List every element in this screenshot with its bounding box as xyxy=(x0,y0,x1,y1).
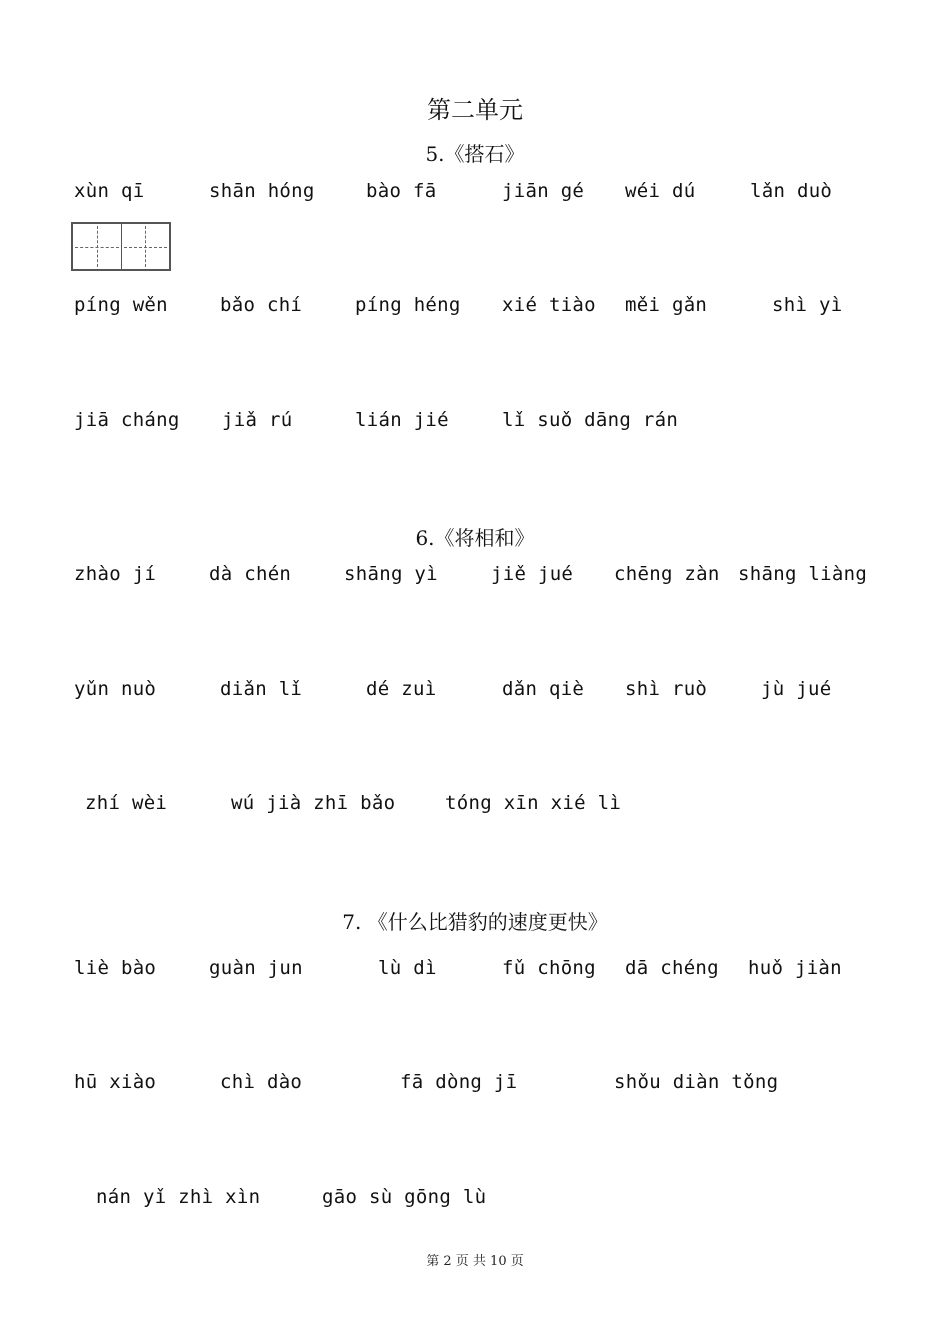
pinyin-word: lǐ suǒ dāng rán xyxy=(502,409,679,431)
pinyin-word: dā chéng xyxy=(625,957,719,979)
pinyin-word: wú jià zhī bǎo xyxy=(231,792,396,814)
pinyin-word: huǒ jiàn xyxy=(748,957,842,979)
pinyin-word: diǎn lǐ xyxy=(220,678,303,700)
pinyin-word: jiǎ rú xyxy=(222,409,293,431)
pinyin-word: jù jué xyxy=(761,678,832,700)
lesson-title: 6.《将相和》 xyxy=(415,526,535,550)
pinyin-word: fǔ chōng xyxy=(502,957,596,979)
pinyin-word: liè bào xyxy=(74,957,157,979)
writing-grid-cell[interactable] xyxy=(122,224,170,269)
lesson-title: 5.《搭石》 xyxy=(425,142,525,166)
pinyin-word: lǎn duò xyxy=(750,180,833,202)
pinyin-word: wéi dú xyxy=(625,180,696,202)
page-footer: 第 2 页 共 10 页 xyxy=(426,1254,524,1269)
pinyin-word: gāo sù gōng lù xyxy=(322,1186,487,1208)
pinyin-word: xié tiào xyxy=(502,294,596,316)
pinyin-word: dǎn qiè xyxy=(502,678,585,700)
pinyin-word: guàn jun xyxy=(209,957,303,979)
pinyin-word: dé zuì xyxy=(366,678,437,700)
pinyin-word: jiě jué xyxy=(491,563,574,585)
pinyin-word: bào fā xyxy=(366,180,437,202)
pinyin-word: chì dào xyxy=(220,1071,303,1093)
pinyin-word: zhào jí xyxy=(74,563,157,585)
pinyin-word: bǎo chí xyxy=(220,294,303,316)
pinyin-word: yǔn nuò xyxy=(74,678,157,700)
pinyin-word: dà chén xyxy=(209,563,292,585)
pinyin-word: nán yǐ zhì xìn xyxy=(96,1186,261,1208)
pinyin-word: chēng zàn xyxy=(614,563,720,585)
pinyin-word: shāng liàng xyxy=(738,563,868,585)
writing-grid[interactable] xyxy=(71,222,171,271)
pinyin-word: jiān gé xyxy=(502,180,585,202)
pinyin-word: jiā cháng xyxy=(74,409,180,431)
pinyin-word: lián jié xyxy=(355,409,449,431)
pinyin-word: zhí wèi xyxy=(85,792,168,814)
pinyin-word: shì ruò xyxy=(625,678,708,700)
pinyin-word: xùn qī xyxy=(74,180,145,202)
pinyin-word: fā dòng jī xyxy=(400,1071,518,1093)
pinyin-word: měi gǎn xyxy=(625,294,708,316)
unit-title: 第二单元 xyxy=(427,96,523,124)
pinyin-word: shān hóng xyxy=(209,180,315,202)
pinyin-word: lù dì xyxy=(378,957,437,979)
pinyin-word: shāng yì xyxy=(344,563,438,585)
pinyin-word: shì yì xyxy=(772,294,843,316)
pinyin-word: hū xiào xyxy=(74,1071,157,1093)
lesson-title: 7. 《什么比猎豹的速度更快》 xyxy=(342,910,608,934)
pinyin-word: píng héng xyxy=(355,294,461,316)
pinyin-word: shǒu diàn tǒng xyxy=(614,1071,779,1093)
writing-grid-cell[interactable] xyxy=(73,224,122,269)
pinyin-word: píng wěn xyxy=(74,294,168,316)
pinyin-word: tóng xīn xié lì xyxy=(445,792,622,814)
